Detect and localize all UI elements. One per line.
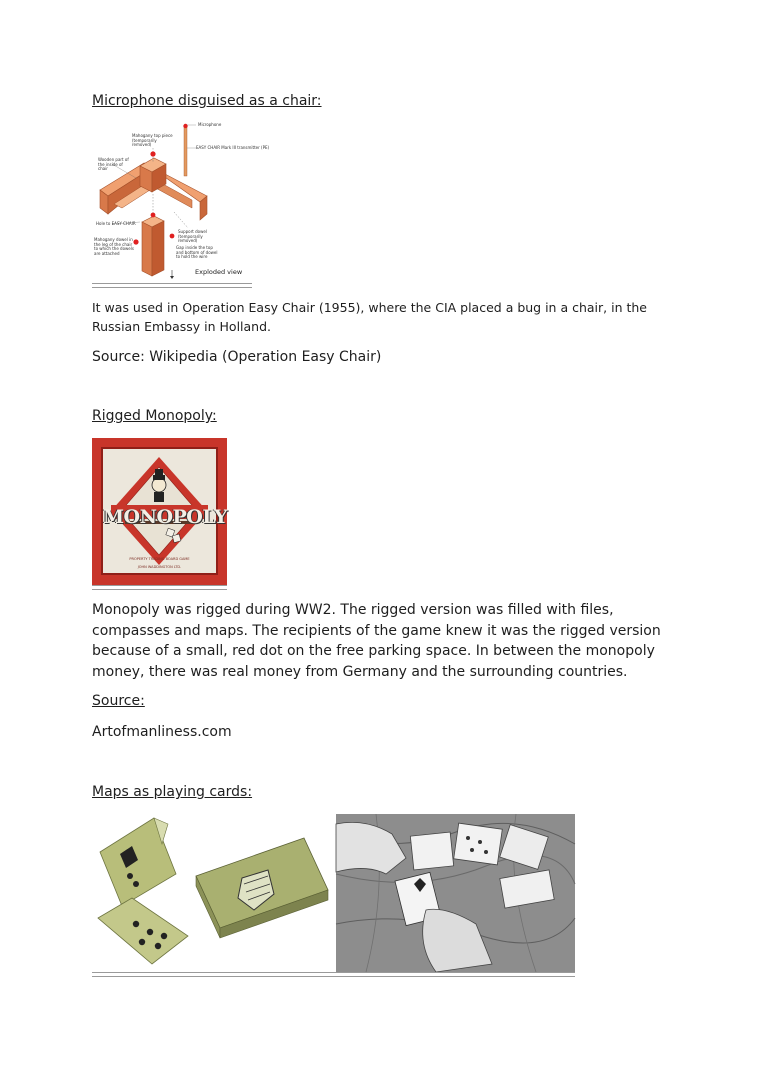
monopoly-maker: JOHN WADDINGTON LTD. [137, 565, 182, 569]
label-hole: Hole to EASY CHAIR [96, 221, 136, 226]
monopoly-heading: Rigged Monopoly: [92, 408, 217, 424]
chair-image-border [92, 283, 252, 288]
label-support: Support dowel (temporarily removed) [178, 229, 207, 243]
label-wooden-part: Wooden part of the inside of chair [98, 157, 129, 171]
monopoly-box-image [92, 438, 227, 585]
playing-cards-photo-image [336, 814, 575, 972]
label-exploded-view: Exploded view [195, 268, 243, 276]
monopoly-image-border [92, 585, 227, 590]
monopoly-source-link[interactable]: Artofmanliness.com [92, 724, 232, 740]
playing-cards-photo-svg [336, 814, 575, 972]
label-transmitter: EASY CHAIR Mark III transmitter (PE) [196, 145, 270, 150]
chair-description: It was used in Operation Easy Chair (1955), where the CIA placed a bug in a chair, in the Russian Embassy in Holland. [92, 300, 647, 334]
cards-image-border [92, 972, 575, 977]
label-gap: Gap inside the top and bottom of dowel to hold the wire [176, 245, 218, 259]
chair-heading: Microphone disguised as a chair: [92, 93, 322, 109]
label-mahogany-top: Mahogany top piece (temporarily removed) [132, 133, 173, 147]
chair-source: Source: Wikipedia (Operation Easy Chair) [92, 349, 382, 365]
monopoly-description: Monopoly was rigged during WW2. The rigged version was filled with files, compasses and maps. The recipients of the game knew it was the rigged version because of a small, red dot on the free parking space. In between the monopoly money, there was real money from Germany and the surrounding countries. [92, 602, 661, 680]
chair-diagram-image [92, 118, 270, 282]
map-cards-svg [92, 814, 332, 972]
monopoly-subtitle: PROPERTY TRADING BOARD GAME [129, 557, 190, 561]
monopoly-source-label: Source: [92, 693, 145, 709]
map-cards-image [92, 814, 332, 972]
monopoly-title: MONOPOLY [103, 506, 228, 528]
monopoly-box-panel [101, 447, 228, 575]
label-mahogany-leg: Mahogany dowel in the leg of the chair to which the dowels are attached [94, 237, 134, 256]
label-microphone: Microphone [198, 122, 222, 127]
cards-heading: Maps as playing cards: [92, 784, 253, 800]
